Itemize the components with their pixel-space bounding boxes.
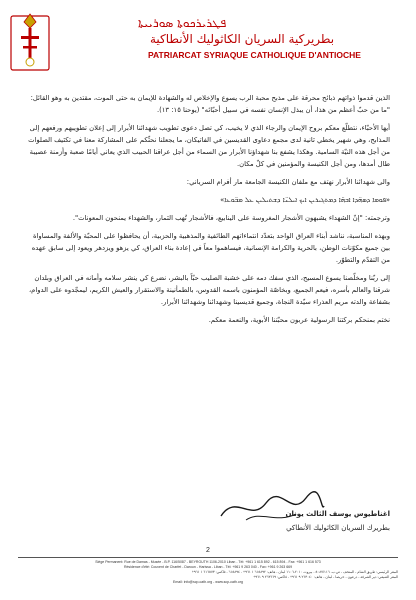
paragraph-1: الذين قدموا ذواتهم ذبائح محرقة على مذبح محبة الرب يسوع والإخلاص له والشهادة للإيمان به حتى الموت، مقتدين به وهو القائل: "ما من حبّ أعظم من هذا، أن يبذل الإنسان نفسه في سبيل أحبّائه" (يوحنا ١٥: ١٣). [30, 94, 390, 114]
patriarchate-emblem [10, 12, 50, 72]
letter-body [26, 92, 390, 332]
paragraph-5: وبهذه المناسبة، نناشد أبناء العراق الواحد بتعدّد انتماءاتهم الطائفية والمذهبية والحزبية، أن يحافظوا على المحبّة والألفة والمساواة بين جميع مكوّنات الوطن، بالحرية والكرامة الإنسانية، فيساهموا معاً في إعادة بناء العراق، كي يزهو ويزدهر ويعود إلى سابق عهده من التقدّم والتطوّر. [31, 232, 390, 264]
letterhead [0, 6, 416, 86]
footer-line-4: المقر الصيفي: دير الشرفة - درعون - حريصا - لبنان - هاتف: ٢٦٣٠٤٠ ٩ ٩٦١+ - فاكس: ٢٦٣٦٦٩ ٩ ٩٦١+ [253, 575, 398, 579]
footer-line-3: المقر الرئيسي: طريق الشام - المتحف - ص.ب. ٥٠٨٧/١١٦ - بيروت ٢٠١٠-١١٠٦ لبنان - هاتف: ٦١٥٨٩٢ ١ ٩٦١+ - ٦١٥٨٩٤ - فاكس: ٦١٦٥٧٣ ١ ٩٦١+ [191, 570, 398, 574]
footer-line-1: Siège Permanent: Rue de Damas - Musée - B.P. 116/5087 - BEYROUTH 1106-2010 Liban - Tél: +961 1 615 892 - 615 894 - Fax: +961 1 616 573 [95, 560, 321, 564]
paragraph-6: إلى ربّنا ومخلّصنا يسوع المسيح، الذي سفك دمه على خشبة الصليب حبّاً بالبشر، نضرع كي ينشر سلامه وأمانه في العراق وبلدان شرقنا والعالم بأسره، فيعم الجميع، وبخاصّة المؤمنون باسمه القدوس، بالطمأنينة والاستقرار والعيش الكريم، ليمجّدوه على الدوام، بشفاعة والدته مريم العذراء سيّدة النجاة، وجميع قديسينا وشهدائنا وشهدائنا الأبرار. [28, 274, 390, 306]
paragraph-7: نختم بمنحكم بركتنا الرسولية عربون محبّتنا الأبوية، والنعمة معكم. [208, 316, 390, 324]
syriac-quote: «ܦܘܡܐ ܕܣܗ̈ܕܐ ܐܒܗ̈ܐ ܕܡܬܓܝܪܝܢ ܐܝܟ ܐܝܠܢ̈ܐ ܕܫܬܝܠܝܢ ܥܠ ܡܒ̈ܘܥܐ» [220, 196, 390, 204]
signature-block [26, 488, 390, 548]
paragraph-3: والى شهدائنا الأبرار نهتف مع ملفان الكنيسة الجامعة مار أفرام السرياني: [186, 178, 390, 186]
footer-line-5: Email: info@scp-cath.org - www.scp-cath.org [173, 580, 243, 584]
paragraph-2: أيها الأحبّاء، نتطلّع معكم بروح الإيمان والرجاء الذي لا يخيب، كي تصل دعوى تطويب شهدائنا الأبرار إلى إعلان تطويبهم ورفعهم إلى المذابح، وهي شهير يخطي ثانية لدى مجمع دعاوى القديسين في الفاتيكان، ما يجعلنا نحثّكم على المشاركة معنا في تكثيف الصلوات من أجل هذه النيّة السامية. وهكذا يشفع بنا شهداؤنا الأبرار من السماء من أجل عراقنا الحبيب الذي يعاني أيامًا صعبة وأزمنة عصيبة طال أمدها، ومن أجل الكنيسة والمؤمنين في كلّ مكان. [28, 124, 390, 168]
latin-title: PATRIARCAT SYRIAQUE CATHOLIQUE D'ANTIOCHE [148, 50, 361, 60]
signatory-name: اغناطيوس يوسف الثالث يونان [285, 510, 390, 518]
footer-line-2: Résidence d'été: Couvent de Charfet - Daroun - Harissa - Liban - Tél: +961 9 263 040 - Fax: +961 9 263 669 [123, 565, 293, 569]
page-number: 2 [206, 547, 210, 554]
syriac-title: ܦܛܪܝܪܟܘܬܐ ܣܘܪܝܝܬܐ [138, 16, 227, 30]
footer [18, 560, 398, 585]
signatory-title: بطريرك السريان الكاثوليك الأنطاكي [286, 524, 390, 532]
handwritten-signature [216, 488, 326, 528]
paragraph-4: وترجمته: "إنّ الشهداء يشبهون الأشجار المغروسة على الينابيع، فالأشجار تُهب الثمار، والشهداء يمنحون المعونات". [72, 214, 390, 222]
arabic-title: بطريركية السريان الكاثوليك الأنطاكية [150, 32, 335, 46]
footer-divider [18, 557, 398, 558]
